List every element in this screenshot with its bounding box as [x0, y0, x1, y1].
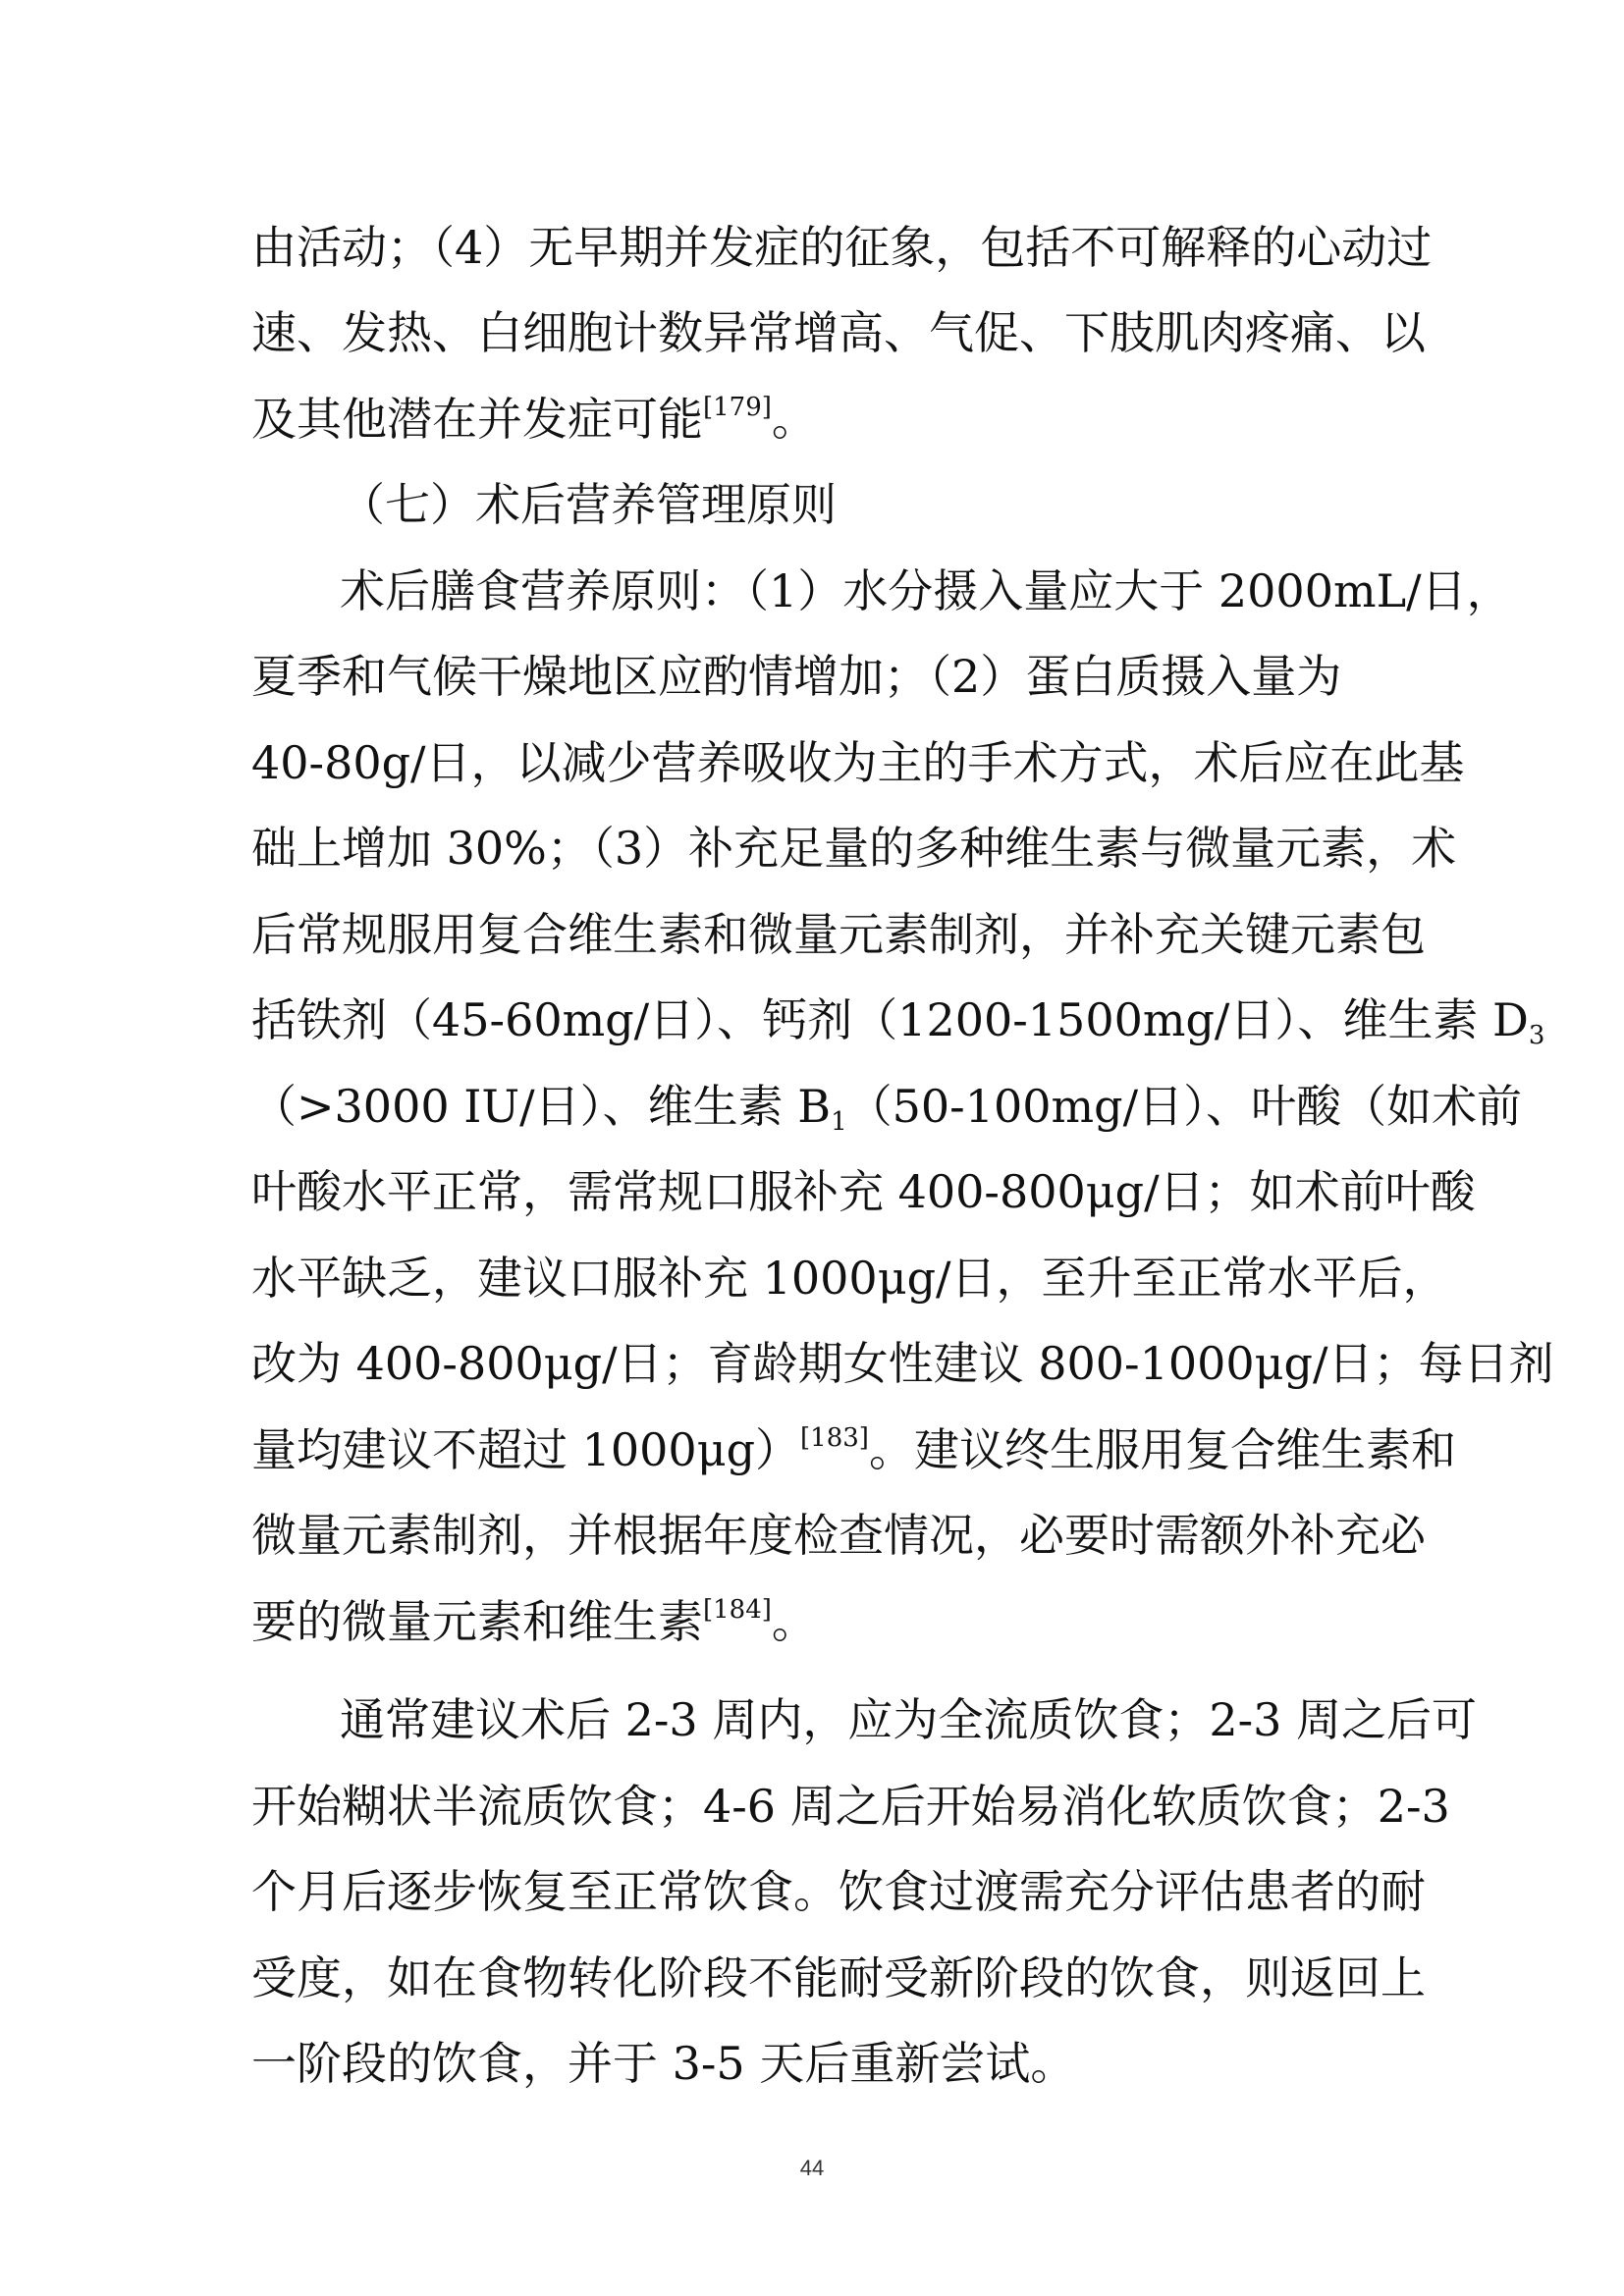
- text-line: [251, 1592, 1382, 1651]
- text-run: （50-100mg/日）、叶酸（如术前: [846, 1080, 1523, 1133]
- citation-ref: [183]: [800, 1423, 869, 1453]
- text-line: 夏季和气候干燥地区应酌情增加；（2）蛋白质摄入量为: [251, 650, 1342, 703]
- text-line: [251, 1420, 1456, 1479]
- text-line: 改为 400-800μg/日；育龄期女性建议 800-1000μg/日；每日剂: [251, 1337, 1554, 1390]
- text-line: 受度，如在食物转化阶段不能耐受新阶段的饮食，则返回上: [251, 1951, 1426, 2004]
- text-line: 础上增加 30%；（3）补充足量的多种维生素与微量元素，术: [251, 822, 1457, 875]
- text-line: 通常建议术后 2-3 周内，应为全流质饮食；2-3 周之后可: [340, 1693, 1478, 1746]
- text-line: 术后膳食营养原则：（1）水分摄入量应大于 2000mL/日，: [340, 564, 1512, 617]
- text-line: 微量元素制剂，并根据年度检查情况，必要时需额外补充必: [251, 1509, 1426, 1562]
- text-run: 量均建议不超过 1000μg）: [251, 1423, 801, 1476]
- text-line: 个月后逐步恢复至正常饮食。饮食过渡需充分评估患者的耐: [251, 1865, 1426, 1918]
- text-line: 叶酸水平正常，需常规口服补充 400-800μg/日；如术前叶酸: [251, 1165, 1476, 1218]
- text-run: 。: [771, 393, 817, 446]
- page-number: 44: [799, 2156, 825, 2180]
- text-line: 40-80g/日，以减少营养吸收为主的手术方式，术后应在此基: [251, 736, 1465, 789]
- subscript: 3: [1528, 1021, 1545, 1050]
- text-run: 要的微量元素和维生素: [251, 1595, 703, 1648]
- text-line: 一阶段的饮食，并于 3-5 天后重新尝试。: [251, 2037, 1076, 2090]
- text-line: 由活动；（4）无早期并发症的征象，包括不可解释的心动过: [251, 221, 1433, 274]
- text-line: 开始糊状半流质饮食；4-6 周之后开始易消化软质饮食；2-3: [251, 1780, 1450, 1833]
- text-line: 后常规服用复合维生素和微量元素制剂，并补充关键元素包: [251, 908, 1426, 961]
- subscript: 1: [831, 1107, 847, 1137]
- text-line: [251, 1077, 1523, 1137]
- text-run: 及其他潜在并发症可能: [251, 393, 703, 446]
- text-line: 速、发热、白细胞计数异常增高、气促、下肢肌肉疼痛、以: [251, 306, 1426, 359]
- text-run: （>3000 IU/日）、维生素 B: [251, 1080, 832, 1133]
- text-run: 。建议终生服用复合维生素和: [868, 1423, 1456, 1476]
- text-line: 水平缺乏，建议口服补充 1000μg/日，至升至正常水平后，: [251, 1252, 1448, 1305]
- section-heading: （七）术后营养管理原则: [340, 478, 837, 531]
- text-line: [251, 990, 1545, 1050]
- text-run: 括铁剂（45-60mg/日）、钙剂（1200-1500mg/日）、维生素 D: [251, 993, 1529, 1046]
- text-run: 。: [771, 1595, 817, 1648]
- text-line: [251, 390, 1382, 449]
- citation-ref: [179]: [703, 393, 772, 422]
- citation-ref: [184]: [703, 1595, 772, 1625]
